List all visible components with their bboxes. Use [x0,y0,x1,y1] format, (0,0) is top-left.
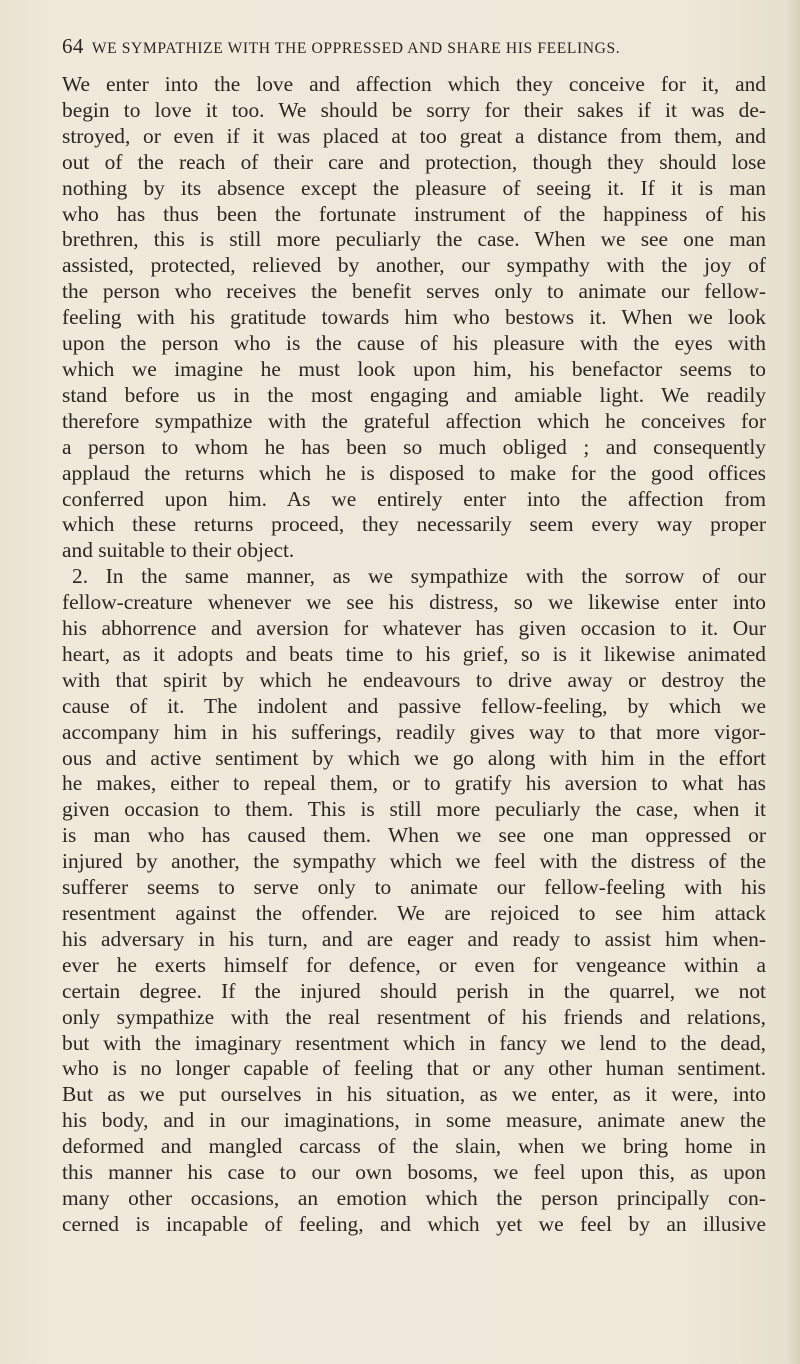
running-header [62,34,766,58]
text-line: who is no longer capable of feeling that or any other human sentiment. [62,1056,766,1081]
text-line: injured by another, the sympathy which we feel with the distress of the [62,849,766,874]
text-line: begin to love it too. We should be sorry for their sakes if it was de- [62,97,766,122]
text-line: accompany him in his sufferings, readily gives way to that more vigor- [62,719,766,744]
text-line: But as we put ourselves in his situation, as we enter, as it were, into [62,1082,766,1107]
text-line: assisted, protected, relieved by another, our sympathy with the joy of [62,253,766,278]
text-line: sufferer seems to serve only to animate our fellow-feeling with his [62,875,766,900]
text-line: this manner his case to our own bosoms, we feel upon this, as upon [62,1160,766,1185]
text-line: his body, and in our imaginations, in some measure, animate anew the [62,1108,766,1133]
text-line: but with the imaginary resentment which in fancy we lend to the dead, [62,1030,766,1055]
text-line: applaud the returns which he is disposed to make for the good offices [62,460,766,485]
page-number: 64 [62,34,84,58]
text-line: with that spirit by which he endeavours to drive away or destroy the [62,667,766,692]
text-line: and suitable to their object. [62,538,295,563]
text-line: stand before us in the most engaging and amiable light. We readily [62,382,766,407]
text-line: heart, as it adopts and beats time to his grief, so is it likewise animated [62,641,766,666]
text-line: given occasion to them. This is still more peculiarly the case, when it [62,797,766,822]
text-line: resentment against the offender. We are rejoiced to see him attack [62,901,766,925]
text-line: which we imagine he must look upon him, his benefactor seems to [62,356,766,381]
text-line: a person to whom he has been so much obliged ; and consequently [62,434,766,459]
text-line: his abhorrence and aversion for whatever has given occasion to it. Our [62,616,766,641]
text-line: brethren, this is still more peculiarly the case. When we see one man [62,227,766,252]
text-line: 2. In the same manner, as we sympathize with the sorrow of our [72,564,766,589]
text-line: the person who receives the benefit serves only to animate our fellow- [62,279,766,304]
text-line: cerned is incapable of feeling, and which yet we feel by an illusive [62,1211,766,1236]
page-edge-shadow [786,0,800,1364]
text-line: many other occasions, an emotion which the person principally con- [62,1185,766,1210]
text-line: only sympathize with the real resentment of his friends and relations, [62,1004,766,1029]
text-line: nothing by its absence except the pleasure of seeing it. If it is man [62,175,766,200]
text-line: feeling with his gratitude towards him who bestows it. When we look [62,305,766,330]
text-line: deformed and mangled carcass of the slain, when we bring home in [62,1134,766,1159]
text-line: cause of it. The indolent and passive fellow-feeling, by which we [62,693,766,718]
running-title: WE SYMPATHIZE WITH THE OPPRESSED AND SHARE HIS FEELINGS. [91,40,621,57]
text-line: ever he exerts himself for defence, or even for vengeance within a [62,952,766,977]
text-line: fellow-creature whenever we see his distress, so we likewise enter into [62,590,766,615]
text-line: We enter into the love and affection which they conceive for it, and [62,72,766,96]
text-line: his adversary in his turn, and are eager and ready to assist him when- [62,926,766,951]
text-line: stroyed, or even if it was placed at too great a distance from them, and [62,123,766,148]
body-text [62,72,766,1238]
text-line: is man who has caused them. When we see one man oppressed or [62,823,766,848]
text-line: therefore sympathize with the grateful affection which he conceives for [62,408,766,433]
text-line: who has thus been the fortunate instrument of the happiness of his [62,201,766,226]
text-line: conferred upon him. As we entirely enter into the affection from [62,486,766,511]
text-line: which these returns proceed, they necessarily seem every way proper [62,512,766,537]
text-line: he makes, either to repeal them, or to gratify his aversion to what has [62,771,766,796]
text-line: out of the reach of their care and protection, though they should lose [62,149,766,174]
text-line: certain degree. If the injured should perish in the quarrel, we not [62,978,766,1003]
text-line: upon the person who is the cause of his pleasure with the eyes with [62,331,766,356]
text-line: ous and active sentiment by which we go along with him in the effort [62,745,766,770]
